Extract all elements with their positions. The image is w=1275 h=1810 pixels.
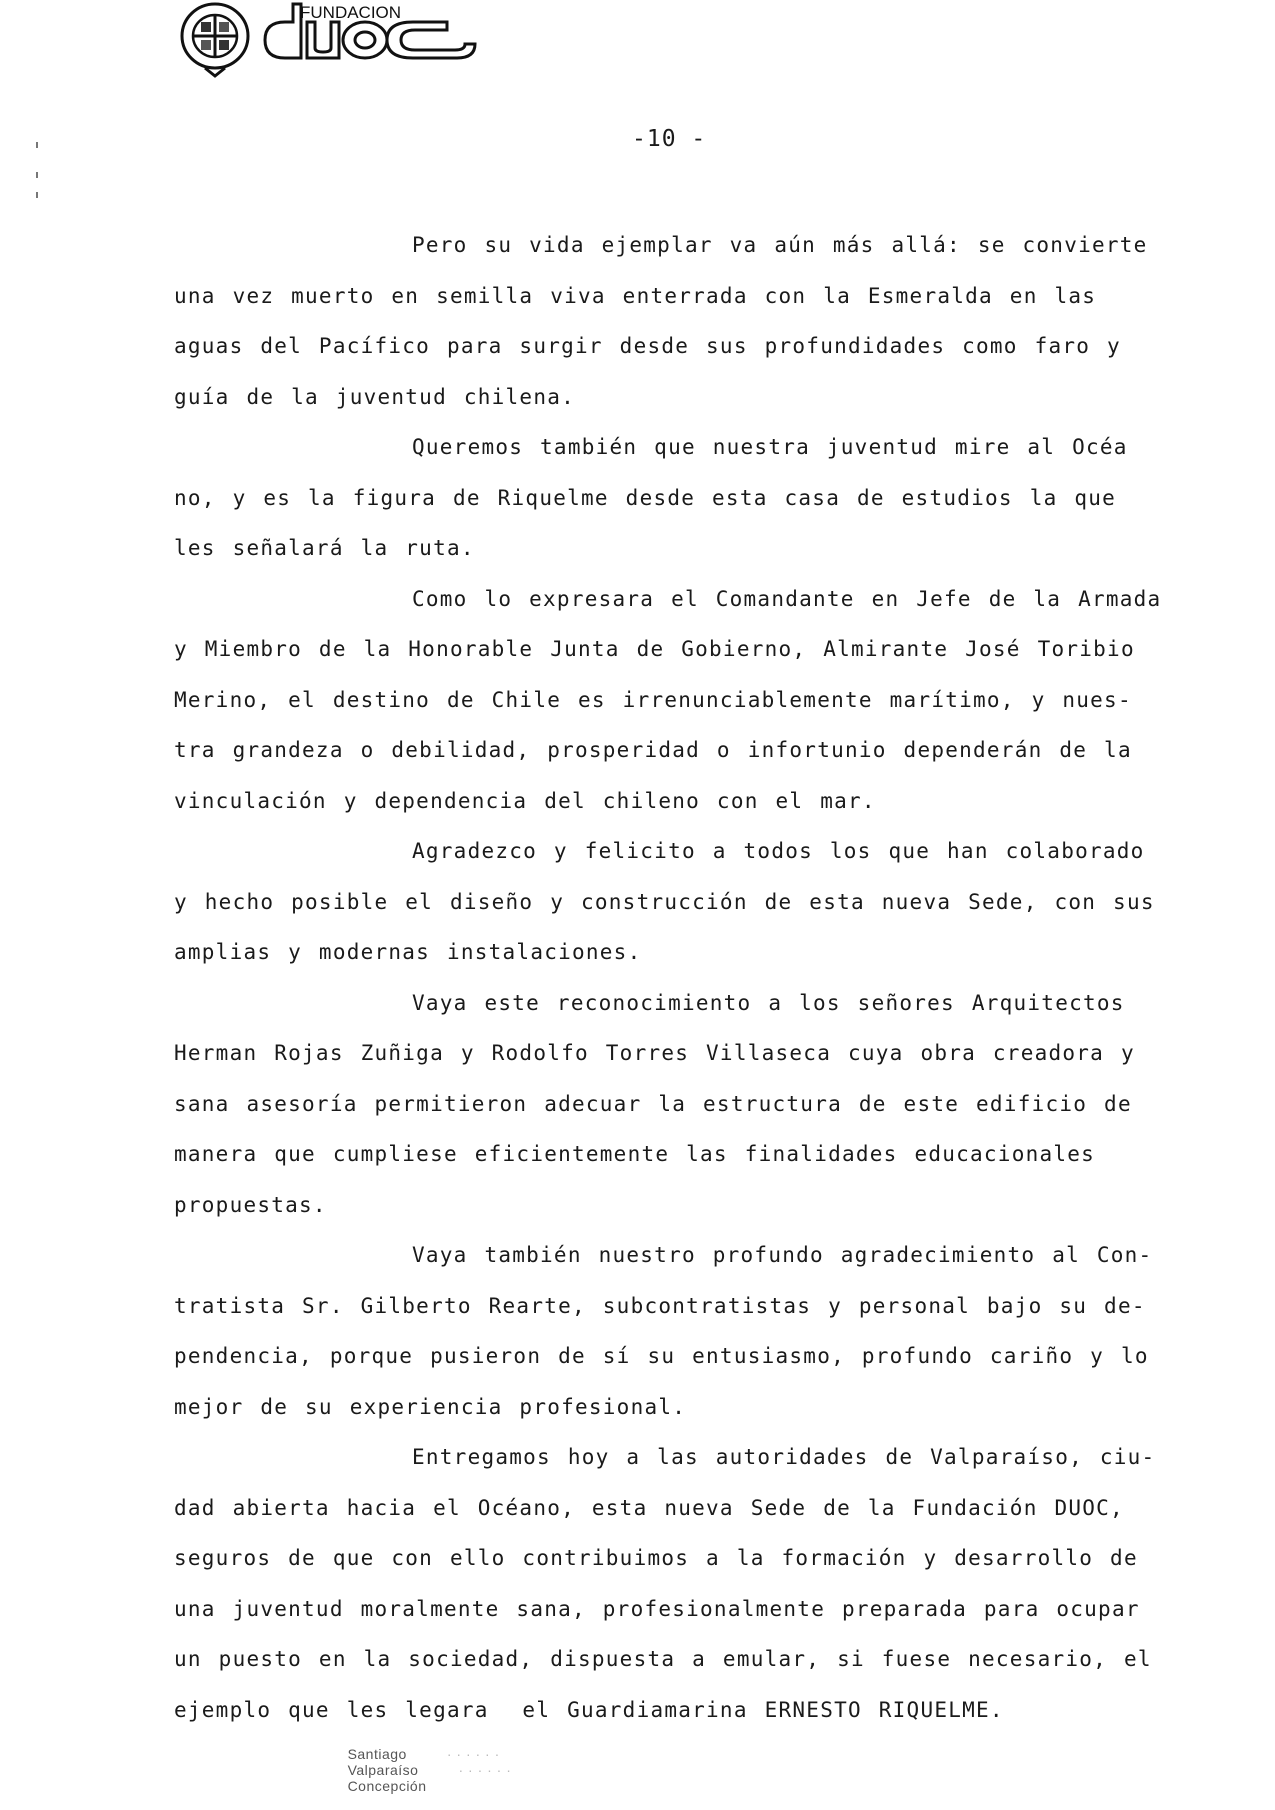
text-line: dad abierta hacia el Océano, esta nueva Sede de la Fundación DUOC, [174,1495,1124,1520]
text-line: Como lo expresara el Comandante en Jefe de la Armada [412,586,1162,611]
text-line: aguas del Pacífico para surgir desde sus profundidades como faro y [174,334,1121,358]
text-line: Pero su vida ejemplar va aún más allá: se convierte [412,233,1148,257]
footer-city: Concepción [347,1778,427,1794]
footer-faint-text: · · · · · · [458,1762,512,1778]
text-line: guía de la juventud chilena. [174,384,576,409]
text-line: Agradezco y felicito a todos los que han colaborado [412,839,1145,863]
text-line: pendencia, porque pusieron de sí su entusiasmo, profundo cariño y lo [174,1344,1149,1368]
text-line: tra grandeza o debilidad, prosperidad o infortunio dependerán de la [174,738,1132,762]
text-line: Queremos también que nuestra juventud mire al Océa [412,435,1128,459]
text-line: vinculación y dependencia del chileno con el mar. [174,788,876,813]
text-line: manera que cumpliese eficientemente las finalidades educacionales [174,1142,1096,1166]
text-line: sana asesoría permitieron adecuar la estructura de este edificio de [174,1091,1132,1116]
text-line: amplias y modernas instalaciones. [174,940,642,964]
logo-fundacion-text: FUNDACION [300,3,402,22]
logo-graphic [175,0,525,80]
page-number: -10 - [632,126,707,152]
footer-city: Valparaíso [347,1762,419,1778]
text-line: propuestas. [174,1192,327,1217]
text-line: Entregamos hoy a las autoridades de Valparaíso, ciu- [412,1445,1156,1469]
text-line: una vez muerto en semilla viva enterrada con la Esmeralda en las [174,283,1097,308]
text-line: y Miembro de la Honorable Junta de Gobierno, Almirante José Toribio [174,637,1135,661]
text-line: les señalará la ruta. [174,536,475,560]
fundacion-duoc-logo [175,0,525,80]
text-line: Merino, el destino de Chile es irrenunciablemente marítimo, y nues- [174,687,1132,712]
body-text [174,220,1199,1735]
footer-cities [330,1730,551,1810]
text-line: Vaya este reconocimiento a los señores Arquitectos [412,990,1125,1015]
text-line: una juventud moralmente sana, profesionalmente preparada para ocupar [174,1596,1140,1621]
text-line: seguros de que con ello contribuimos a la formación y desarrollo de [174,1546,1138,1570]
text-line: tratista Sr. Gilberto Rearte, subcontratistas y personal bajo su de- [174,1293,1146,1318]
text-line: un puesto en la sociedad, dispuesta a emular, si fuese necesario, el [174,1647,1152,1671]
text-line: no, y es la figura de Riquelme desde esta casa de estudios la que [174,485,1117,510]
text-line: Herman Rojas Zuñiga y Rodolfo Torres Villaseca cuya obra creadora y [174,1041,1135,1065]
seal-icon [182,4,248,76]
text-line: Vaya también nuestro profundo agradecimiento al Con- [412,1243,1153,1267]
text-line: ejemplo que les legara el Guardiamarina ERNESTO RIQUELME. [174,1697,1004,1722]
text-line: y hecho posible el diseño y construcción de esta nueva Sede, con sus [174,889,1155,914]
text-line: mejor de su experiencia profesional. [174,1394,687,1419]
footer-faint-text: · · · · · · [446,1746,500,1762]
footer-city: Santiago [347,1746,407,1762]
